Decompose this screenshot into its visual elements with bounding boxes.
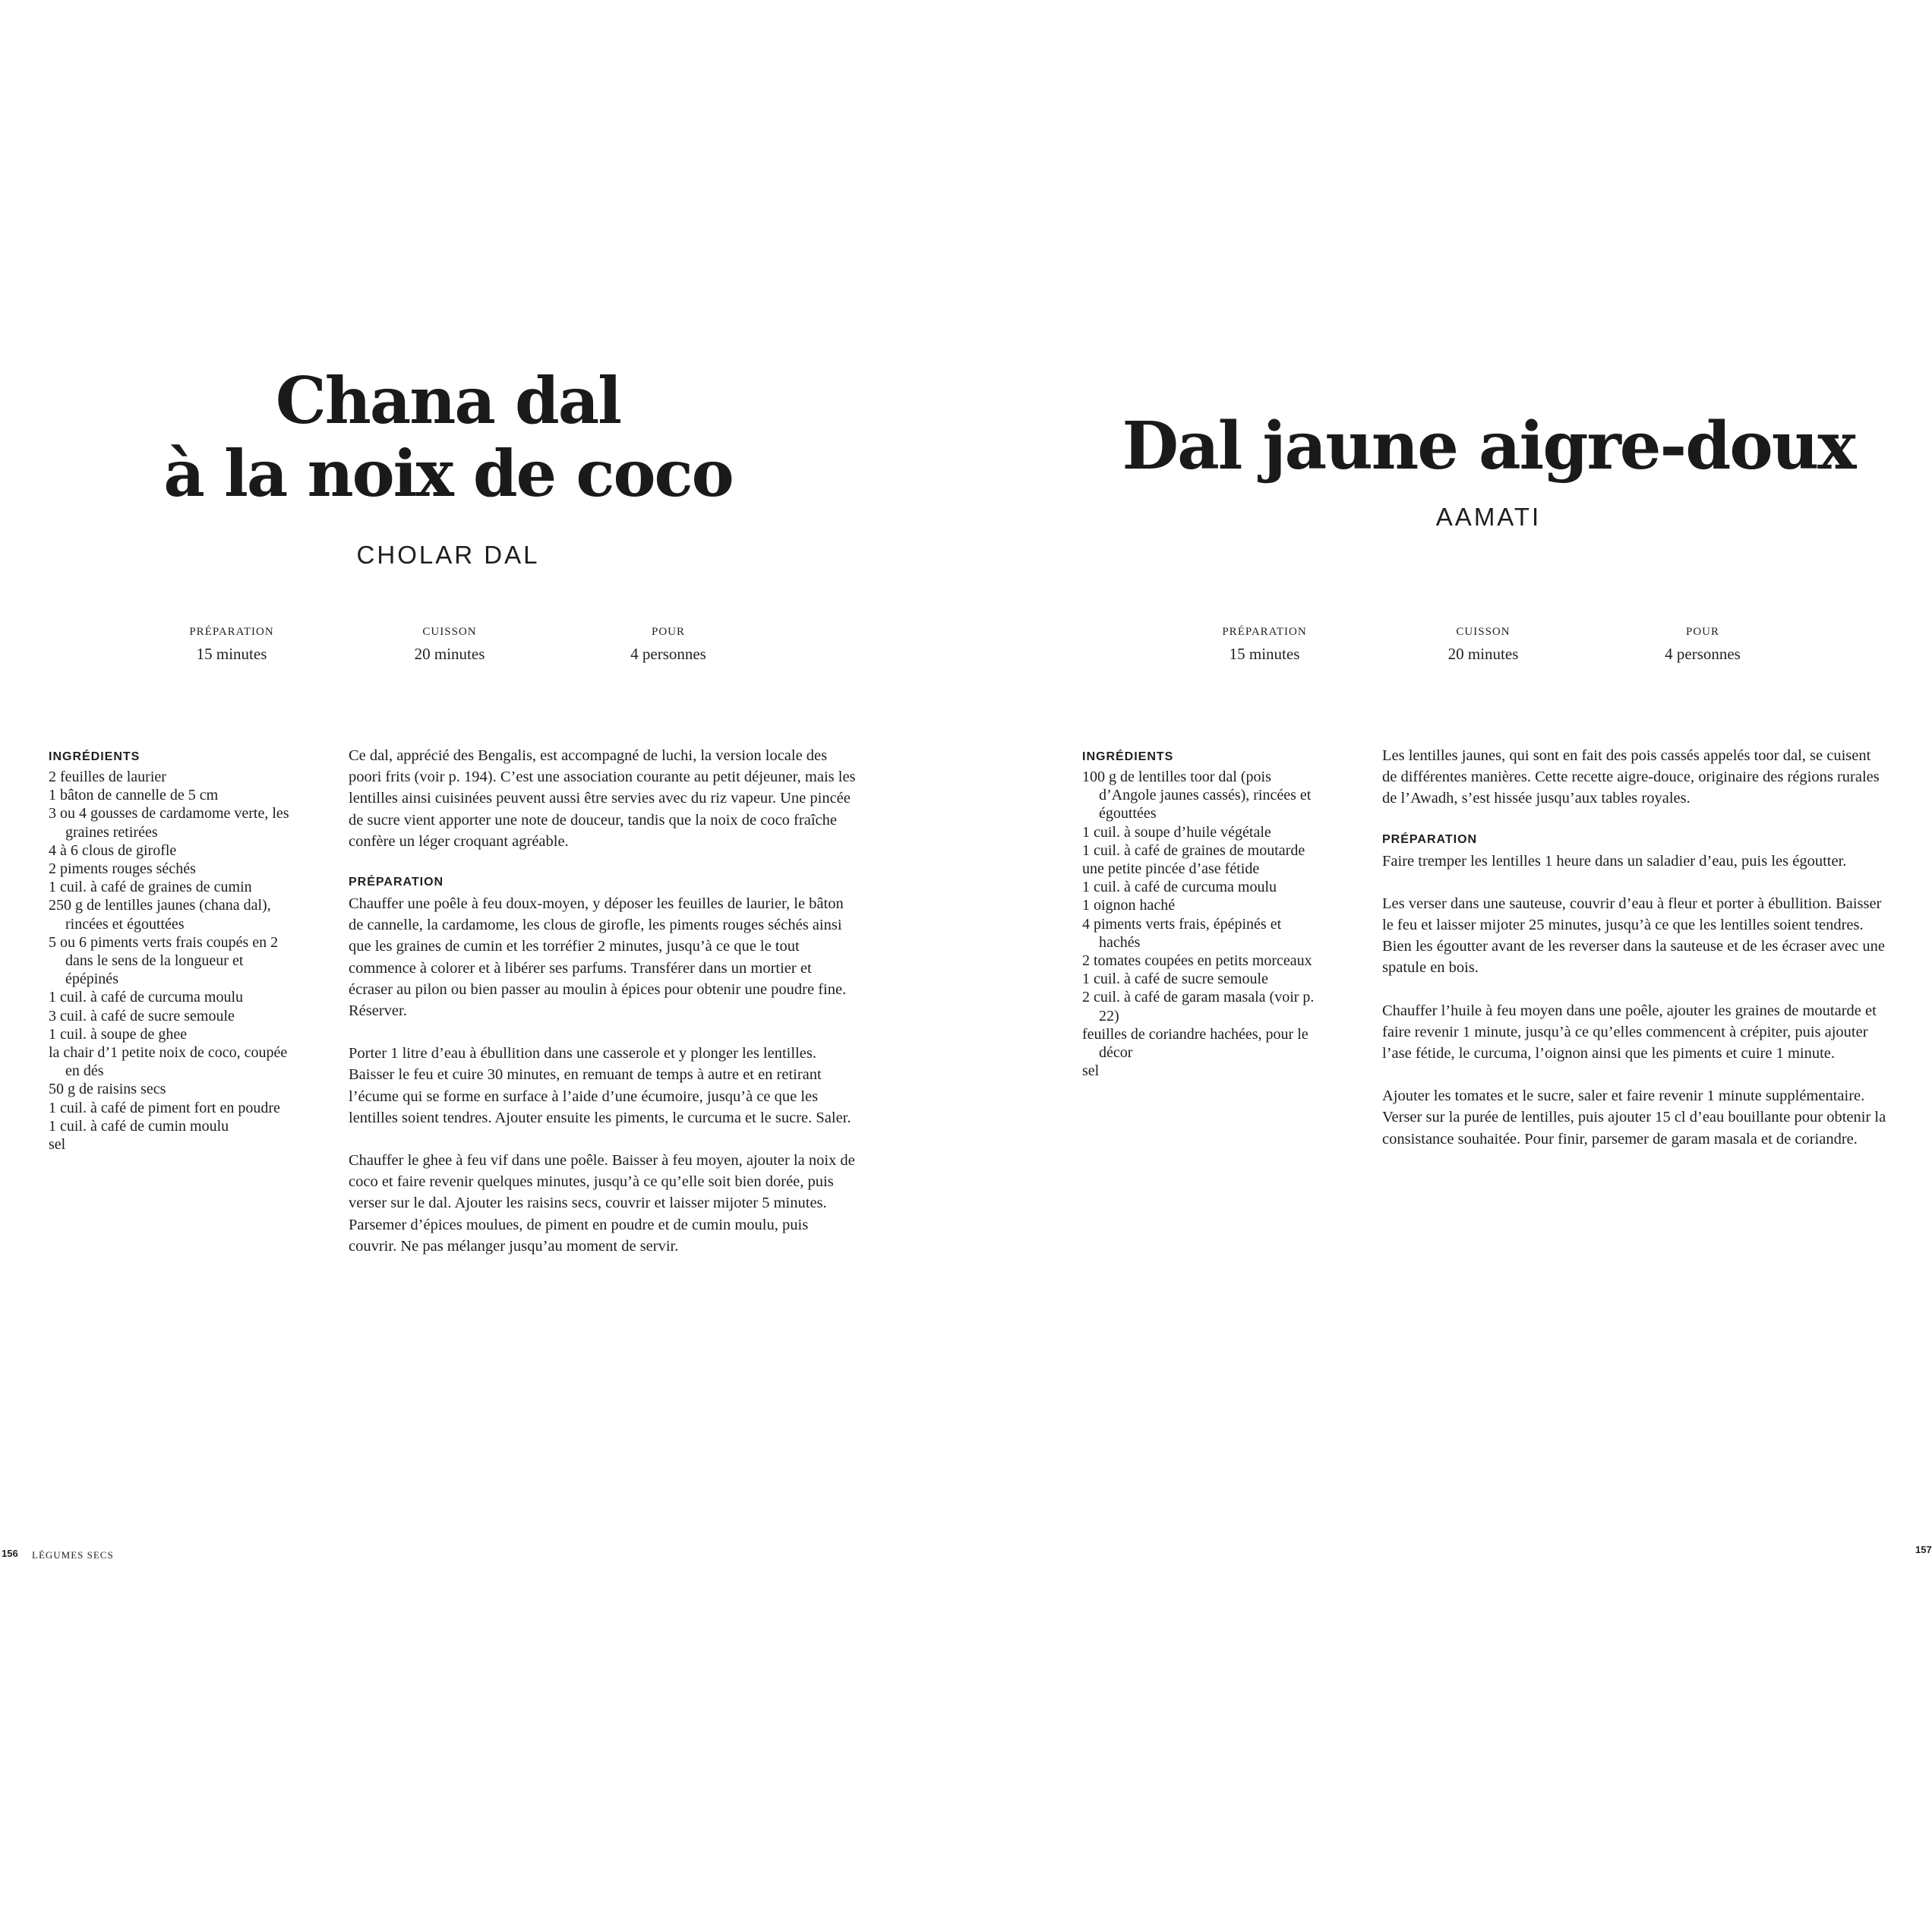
ingredients-heading: INGRÉDIENTS [49,750,140,763]
meta-label: POUR [1685,626,1719,638]
ingredient-item: 1 cuil. à soupe d’huile végétale [1082,823,1271,841]
ingredient-item: 1 cuil. à café de curcuma moulu [1082,879,1277,896]
meta-value: 15 minutes [196,645,267,663]
ingredient-item: 250 g de lentilles jaunes (chana dal), rincées et égouttées [49,897,271,933]
meta-label: POUR [651,626,685,638]
ingredient-item: 1 cuil. à café de graines de moutarde [1082,841,1305,859]
left-method [349,745,859,1257]
meta-value: 15 minutes [1229,645,1300,663]
preparation-step: Chauffer le ghee à feu vif dans une poêle. Baisser à feu moyen, ajouter la noix de coco et faire revenir quelques minutes, jusqu’à ce qu’elle soit bien dorée, puis verser sur le dal. Ajouter les raisins secs, couvrir et laisser mijoter 5 minutes. Parsemer d’épices moulues, de piment en poudre et de cumin moulu, puis couvrir. Ne pas mélanger jusqu’au moment de servir. [349,1152,855,1255]
page-number-right: 157 [1915,1544,1932,1555]
recipe-intro: Ce dal, apprécié des Bengalis, est accompagné de luchi, la version locale des poori frits (voir p. 194). C’est une association courante au petit déjeuner, mais les lentilles ainsi cuisinées peuvent aussi être servies avec du riz vapeur. Une pincée de sucre vient apporter une note de douceur, tandis que la noix de coco fraîche confère un léger croquant agréable. [349,747,856,850]
ingredient-item: 4 piments verts frais, épépinés et hachés [1082,915,1282,951]
meta-label: PRÉPARATION [189,626,274,638]
ingredient-item: 1 cuil. à soupe de ghee [49,1025,188,1043]
right-meta-cuisson [1407,624,1559,664]
left-ingredients [49,748,292,1154]
recipe-intro: Les lentilles jaunes, qui sont en fait des pois cassés appelés toor dal, se cuisent de différentes manières. Cette recette aigre-douce, originaire des régions rurales de l’Awadh, s’est hissée jusqu’aux tables royales. [1382,747,1880,807]
ingredient-item: 100 g de lentilles toor dal (pois d’Angole jaunes cassés), rincées et égouttées [1082,769,1312,822]
meta-value: 20 minutes [1447,645,1519,663]
left-title-line-1: Chana dal [275,363,621,438]
right-meta-preparation [1189,624,1340,664]
ingredient-item: feuilles de coriandre hachées, pour le décor [1082,1025,1309,1062]
preparation-step: Chauffer l’huile à feu moyen dans une poêle, ajouter les graines de moutarde et faire revenir 1 minute, jusqu’à ce qu’elles commencent à crépiter, puis ajouter l’ase fétide, le curcuma, l’oignon ainsi que les piments et cuire 1 minute. [1382,1002,1877,1062]
left-meta-cuisson [374,624,526,664]
ingredient-item: 2 tomates coupées en petits morceaux [1082,952,1312,970]
ingredient-item: 1 cuil. à café de curcuma moulu [49,989,243,1006]
page-number-left: 156 [2,1548,18,1559]
preparation-heading: PRÉPARATION [349,876,444,889]
ingredient-item: sel [49,1136,66,1154]
ingredient-item: 1 cuil. à café de sucre semoule [1082,971,1268,988]
preparation-step: Porter 1 litre d’eau à ébullition dans une casserole et y plonger les lentilles. Baisser le feu et cuire 30 minutes, en remuant de temps à autre et en retirant l’écume qui se forme en surface à l’aide d’une écumoire, jusqu’à ce que les lentilles soient tendres. Ajouter ensuite les piments, le curcuma et le sucre. Saler. [349,1045,851,1126]
preparation-step: Faire tremper les lentilles 1 heure dans un saladier d’eau, puis les égoutter. [1382,852,1847,870]
meta-label: PRÉPARATION [1222,626,1307,638]
ingredient-item: 2 piments rouges séchés [49,860,196,878]
ingredient-item: 2 cuil. à café de garam masala (voir p. 22) [1082,989,1315,1024]
ingredient-item: 4 à 6 clous de girofle [49,841,177,859]
meta-label: CUISSON [1456,626,1511,638]
ingredient-item: une petite pincée d’ase fétide [1082,860,1260,878]
ingredient-item: 1 cuil. à café de cumin moulu [49,1117,229,1135]
ingredient-item: 2 feuilles de laurier [49,769,166,785]
right-method [1382,745,1887,1150]
left-recipe-subtitle: CHOLAR DAL [356,541,540,569]
right-ingredients [1082,748,1325,1080]
meta-value: 20 minutes [414,645,485,663]
left-meta-preparation [156,624,308,664]
ingredient-item: 1 oignon haché [1082,897,1176,914]
ingredient-item: 50 g de raisins secs [49,1081,166,1098]
meta-value: 4 personnes [630,645,706,663]
left-recipe-title [122,365,775,510]
right-meta-pour [1627,624,1779,664]
meta-value: 4 personnes [1665,645,1741,663]
right-recipe-title: Dal jaune aigre-doux [1122,408,1855,485]
preparation-step: Chauffer une poêle à feu doux-moyen, y déposer les feuilles de laurier, le bâton de cannelle, la cardamome, les clous de girofle, les piments rouges séchés ainsi que les graines de cumin et les torréfier 2 minutes, jusqu’à ce que le tout commence à colorer et à libérer ses parfums. Transférer dans un mortier et écraser au pilon ou bien passer au moulin à épices pour obtenir une poudre fine. Réserver. [349,895,847,1020]
meta-label: CUISSON [422,626,477,638]
ingredient-item: 1 cuil. à café de piment fort en poudre [49,1099,280,1116]
ingredient-item: sel [1082,1062,1100,1080]
left-meta-pour [592,624,744,664]
ingredient-item: 1 bâton de cannelle de 5 cm [49,787,219,804]
preparation-step: Les verser dans une sauteuse, couvrir d’eau à fleur et porter à ébullition. Baisser le feu et laisser mijoter 25 minutes, jusqu’à ce que les lentilles soient tendres. Bien les égoutter avant de les reverser dans la sauteuse et de les écraser avec une spatule en bois. [1382,895,1885,977]
preparation-step: Ajouter les tomates et le sucre, saler et faire revenir 1 minute supplémentaire. Verser sur la purée de lentilles, puis ajouter 15 cl d’eau bouillante pour obtenir la consistance souhaitée. Pour finir, parsemer de garam masala et de coriandre. [1382,1088,1886,1148]
ingredient-item: 3 cuil. à café de sucre semoule [49,1007,235,1024]
preparation-heading: PRÉPARATION [1382,832,1478,846]
ingredient-item: la chair d’1 petite noix de coco, coupée en dés [49,1044,288,1080]
ingredient-item: 1 cuil. à café de graines de cumin [49,879,252,896]
ingredient-item: 3 ou 4 gousses de cardamome verte, les graines retirées [49,805,289,841]
left-title-line-2: à la noix de coco [163,436,733,511]
running-head: LÉGUMES SECS [32,1549,114,1561]
ingredient-item: 5 ou 6 piments verts frais coupés en 2 dans le sens de la longueur et épépinés [49,933,279,988]
ingredients-heading: INGRÉDIENTS [1082,750,1174,763]
right-recipe-subtitle: AAMATI [1435,503,1542,531]
